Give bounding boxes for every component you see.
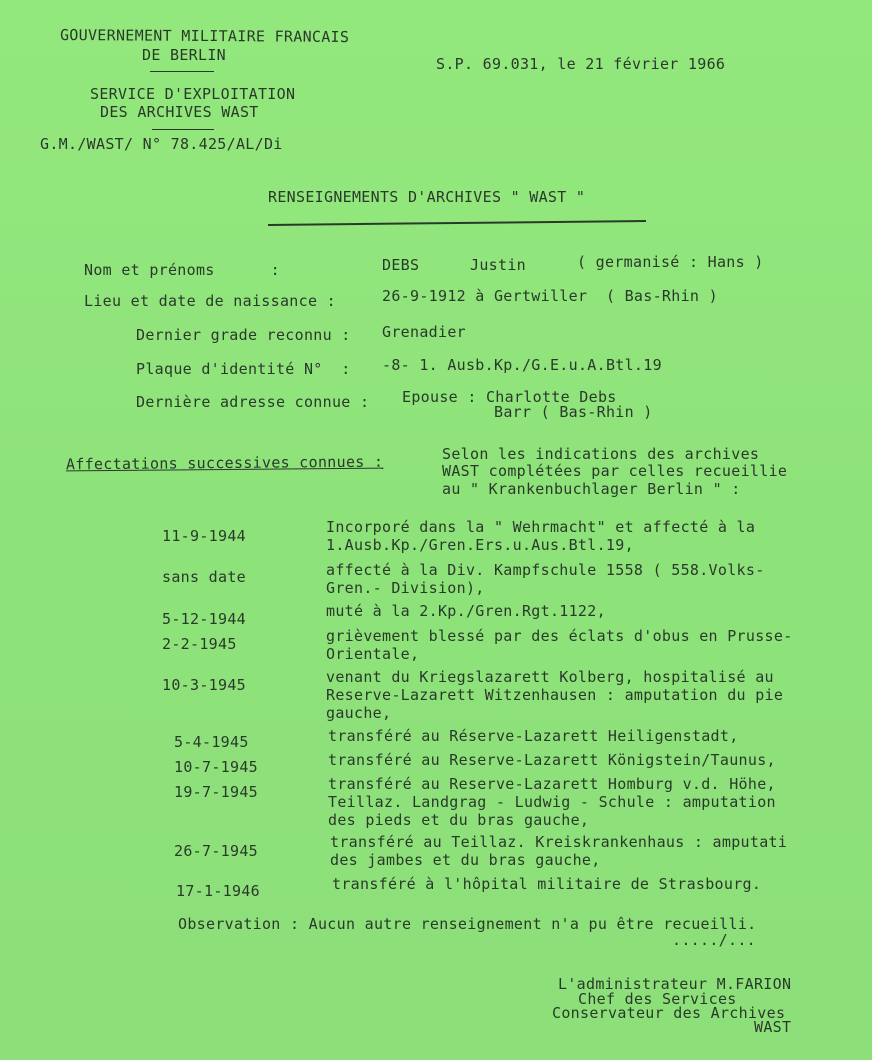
entry-text: grièvement blessé par des éclats d'obus en Prusse- bbox=[326, 627, 793, 645]
entry-date: 10-7-1945 bbox=[174, 758, 258, 776]
entry-date: 17-1-1946 bbox=[176, 882, 260, 900]
entry-date: 5-4-1945 bbox=[174, 733, 249, 751]
entry-text: venant du Kriegslazarett Kolberg, hospitalisé au bbox=[326, 668, 774, 686]
entry-text: transféré au Réserve-Lazarett Heiligenstadt, bbox=[328, 727, 739, 745]
entry-text: Gren.- Division), bbox=[326, 579, 485, 597]
entry-text: muté à la 2.Kp./Gren.Rgt.1122, bbox=[326, 602, 606, 620]
signature-line4: WAST bbox=[754, 1018, 792, 1036]
address-line1: Epouse : Charlotte Debs bbox=[402, 388, 617, 406]
address-label: Dernière adresse connue : bbox=[136, 393, 370, 411]
entry-text: transféré au Reserve-Lazarett Königstein/Taunus, bbox=[328, 751, 776, 769]
gov-line2: DE BERLIN bbox=[142, 46, 226, 64]
plate-value: -8- 1. Ausb.Kp./G.E.u.A.Btl.19 bbox=[382, 356, 662, 374]
name-note: ( germanisé : Hans ) bbox=[577, 253, 764, 271]
continuation-mark: ...../... bbox=[672, 931, 756, 949]
birth-value: 26-9-1912 à Gertwiller ( Bas-Rhin ) bbox=[382, 287, 718, 305]
entry-date: sans date bbox=[162, 568, 246, 586]
entry-date: 10-3-1945 bbox=[162, 676, 246, 694]
entry-text: Incorporé dans la " Wehrmacht" et affecté à la bbox=[326, 518, 756, 536]
source-line1: Selon les indications des archives bbox=[442, 445, 760, 463]
entry-date: 5-12-1944 bbox=[162, 610, 246, 628]
entry-text: transféré à l'hôpital militaire de Strasbourg. bbox=[332, 875, 762, 893]
affectations-label: Affectations successives connues : bbox=[65, 452, 384, 474]
source-line2: WAST complétées par celles recueillie bbox=[442, 462, 788, 480]
title-underline bbox=[268, 220, 646, 226]
entry-date: 11-9-1944 bbox=[162, 527, 246, 545]
entry-text: Reserve-Lazarett Witzenhausen : amputation du pie bbox=[326, 686, 784, 704]
service-line2: DES ARCHIVES WAST bbox=[100, 103, 259, 121]
source-line3: au " Krankenbuchlager Berlin " : bbox=[442, 480, 741, 498]
observation: Observation : Aucun autre renseignement n'a pu être recueilli. bbox=[178, 915, 757, 933]
signature-line3: Conservateur des Archives bbox=[552, 1004, 786, 1022]
entry-text: des pieds et du bras gauche, bbox=[328, 811, 590, 829]
entry-text: transféré au Reserve-Lazarett Homburg v.d. Höhe, bbox=[328, 775, 776, 793]
address-line2: Barr ( Bas-Rhin ) bbox=[494, 403, 653, 421]
entry-text: gauche, bbox=[326, 704, 392, 722]
grade-label: Dernier grade reconnu : bbox=[136, 326, 351, 344]
header-divider-2 bbox=[152, 129, 214, 130]
entry-date: 26-7-1945 bbox=[174, 842, 258, 860]
header-divider-1 bbox=[150, 71, 214, 72]
signature-line2: Chef des Services bbox=[578, 990, 737, 1008]
plate-label: Plaque d'identité N° : bbox=[136, 360, 351, 378]
entry-date: 19-7-1945 bbox=[174, 783, 258, 801]
entry-text: transféré au Teillaz. Kreiskrankenhaus : amputati bbox=[330, 833, 788, 851]
service-line1: SERVICE D'EXPLOITATION bbox=[90, 85, 296, 103]
entry-text: Orientale, bbox=[326, 645, 420, 663]
place-date: S.P. 69.031, le 21 février 1966 bbox=[436, 55, 726, 73]
name-label: Nom et prénoms : bbox=[84, 261, 280, 279]
entry-text: Teillaz. Landgrag - Ludwig - Schule : amputation bbox=[328, 793, 776, 811]
document-title: RENSEIGNEMENTS D'ARCHIVES " WAST " bbox=[268, 188, 586, 206]
grade-value: Grenadier bbox=[382, 323, 466, 341]
entry-date: 2-2-1945 bbox=[162, 635, 237, 653]
signature-line1: L'administrateur M.FARION bbox=[558, 975, 792, 993]
birth-label: Lieu et date de naissance : bbox=[84, 292, 336, 310]
gov-line1: GOUVERNEMENT MILITAIRE FRANCAIS bbox=[59, 25, 350, 47]
entry-text: des jambes et du bras gauche, bbox=[330, 851, 601, 869]
name-surname: DEBS bbox=[382, 256, 420, 274]
entry-text: affecté à la Div. Kampfschule 1558 ( 558.Volks- bbox=[326, 561, 765, 579]
name-first: Justin bbox=[470, 256, 526, 274]
reference-number: G.M./WAST/ N° 78.425/AL/Di bbox=[40, 135, 283, 153]
entry-text: 1.Ausb.Kp./Gren.Ers.u.Aus.Btl.19, bbox=[326, 536, 634, 554]
